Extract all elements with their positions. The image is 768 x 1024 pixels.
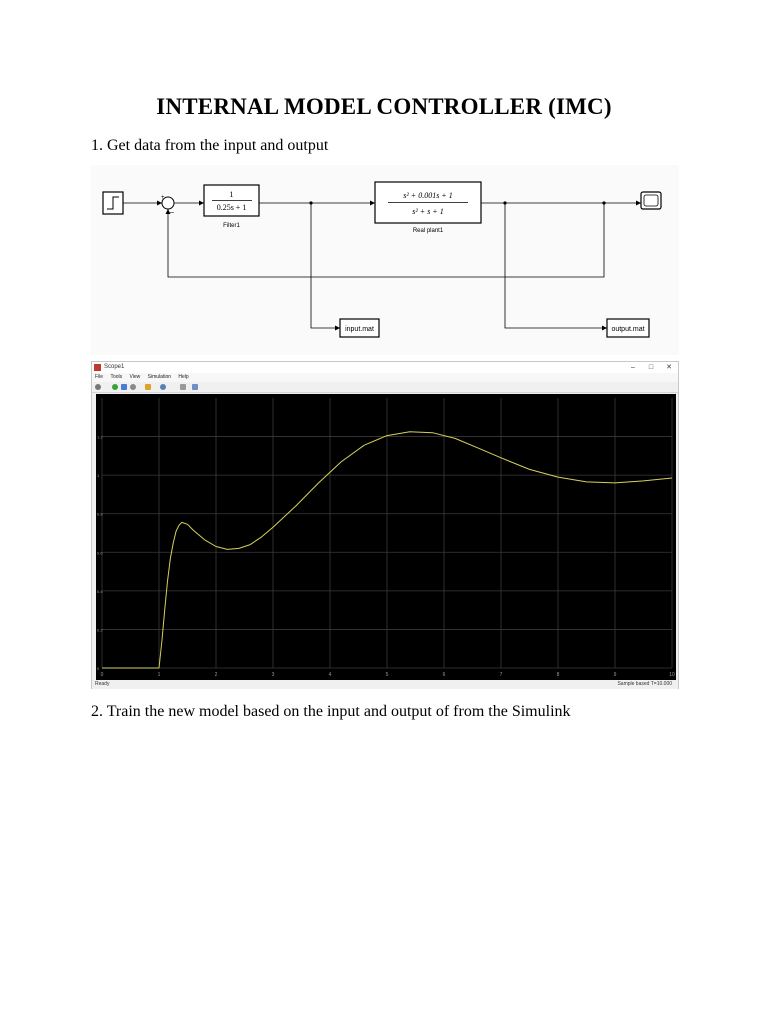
- output-mat-label: output.mat: [611, 326, 645, 333]
- scope-titlebar: [92, 362, 678, 373]
- x-tick-label: 8: [556, 672, 560, 678]
- filter-denominator: 0.25s + 1: [216, 203, 247, 212]
- svg-text:–: –: [170, 209, 174, 216]
- x-tick-label: 10: [669, 672, 675, 678]
- menu-simulation[interactable]: Simulation: [147, 374, 172, 380]
- document-title: INTERNAL MODEL CONTROLLER (IMC): [156, 94, 612, 119]
- maximize-button[interactable]: □: [648, 364, 654, 371]
- x-tick-label: 2: [214, 672, 218, 678]
- status-sample-time: Sample based T=10.000: [617, 681, 672, 687]
- x-tick-label: 7: [499, 672, 503, 678]
- x-tick-label: 0: [100, 672, 104, 678]
- step-forward-icon[interactable]: [121, 384, 127, 390]
- scope-window-title: Scope1: [104, 364, 125, 370]
- scope-statusbar: [92, 680, 678, 689]
- scale-icon[interactable]: [192, 384, 198, 390]
- scope-toolbar: [92, 382, 678, 393]
- run-icon[interactable]: [112, 384, 118, 390]
- menu-tools[interactable]: Tools: [110, 374, 123, 380]
- menu-help[interactable]: Help: [178, 374, 189, 380]
- scope-block[interactable]: [641, 192, 661, 209]
- y-tick-label: 0.8: [97, 511, 103, 517]
- x-tick-label: 9: [613, 672, 617, 678]
- plant-label: Real plant1: [412, 228, 444, 234]
- step-source-block[interactable]: [103, 192, 123, 214]
- simulink-diagram: [91, 165, 679, 355]
- y-tick-label: 1: [97, 473, 100, 479]
- minimize-button[interactable]: –: [631, 364, 635, 371]
- scope-plot-area[interactable]: [96, 394, 676, 680]
- plant-numerator: s² + 0.001s + 1: [403, 191, 453, 200]
- y-tick-label: 0: [97, 666, 100, 671]
- x-tick-label: 1: [157, 672, 161, 678]
- settings-icon[interactable]: [95, 384, 101, 390]
- x-tick-label: 4: [328, 672, 332, 678]
- y-tick-label: 0.6: [97, 550, 103, 556]
- svg-text:+: +: [161, 195, 165, 201]
- matlab-icon: [94, 364, 101, 371]
- real-plant-block[interactable]: [375, 182, 481, 223]
- stop-icon[interactable]: [130, 384, 136, 390]
- highlight-icon[interactable]: [145, 384, 151, 390]
- x-tick-label: 5: [385, 672, 389, 678]
- step-2-text: 2. Train the new model based on the input and output of from the Simulink: [91, 703, 571, 720]
- menu-file[interactable]: File: [95, 374, 104, 380]
- input-mat-label: input.mat: [345, 326, 374, 333]
- scope-menubar: [92, 373, 678, 382]
- x-tick-label: 6: [442, 672, 446, 678]
- x-tick-label: 3: [271, 672, 275, 678]
- status-ready: Ready: [95, 681, 110, 687]
- filter-label: Filter1: [223, 223, 240, 229]
- fit-icon[interactable]: [180, 384, 186, 390]
- y-tick-label: 1.2: [97, 434, 103, 440]
- step-1-text: 1. Get data from the input and output: [91, 137, 329, 154]
- y-tick-label: 0.4: [97, 588, 103, 594]
- zoom-icon[interactable]: [160, 384, 166, 390]
- scope-window: [91, 361, 679, 689]
- y-tick-label: 0.2: [97, 627, 103, 633]
- close-button[interactable]: ✕: [666, 364, 672, 371]
- menu-view[interactable]: View: [129, 374, 141, 380]
- plant-denominator: s² + s + 1: [412, 207, 444, 216]
- filter-numerator: 1: [229, 190, 234, 199]
- scope-chart: [96, 394, 676, 680]
